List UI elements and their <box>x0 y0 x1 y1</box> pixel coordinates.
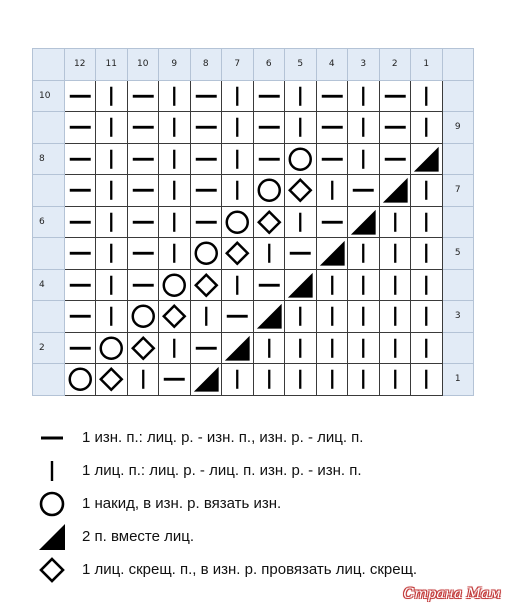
knit-symbol <box>96 175 127 206</box>
chart-cell <box>128 364 160 396</box>
legend-text: 1 лиц. скрещ. п., в изн. р. провязать лиц. скрещ. <box>82 561 418 578</box>
column-number: 2 <box>380 49 412 81</box>
purl-symbol <box>65 333 96 364</box>
legend-item <box>36 520 506 553</box>
purl-symbol <box>65 81 96 112</box>
knit-symbol <box>222 270 253 301</box>
chart-cell <box>348 333 380 365</box>
chart-cell <box>65 238 97 270</box>
purl-symbol <box>317 144 348 175</box>
chart-cell <box>285 301 317 333</box>
row-number-right <box>443 81 475 113</box>
knit-symbol <box>159 207 190 238</box>
chart-cell <box>191 81 223 113</box>
chart-cell <box>191 364 223 396</box>
chart-cell <box>254 333 286 365</box>
row-number-right: 5 <box>443 238 475 270</box>
knit-symbol <box>128 364 159 395</box>
knit-symbol <box>348 112 379 143</box>
knit-symbol <box>285 364 316 395</box>
row-number-left <box>33 301 65 333</box>
chart-cell <box>317 301 349 333</box>
purl-symbol <box>191 333 222 364</box>
row-number-left <box>33 364 65 396</box>
purl-symbol <box>191 144 222 175</box>
knit-symbol <box>254 364 285 395</box>
chart-cell <box>317 270 349 302</box>
knit-symbol <box>411 301 442 332</box>
purl-symbol <box>254 81 285 112</box>
chart-cell <box>411 333 443 365</box>
row-number-left <box>33 112 65 144</box>
chart-cell <box>285 207 317 239</box>
chart-cell <box>380 270 412 302</box>
chart-cell <box>380 301 412 333</box>
knit-symbol <box>222 112 253 143</box>
knit-symbol <box>348 81 379 112</box>
knit-symbol <box>159 175 190 206</box>
chart-cell <box>285 238 317 270</box>
purl-symbol <box>65 301 96 332</box>
chart-cell <box>65 112 97 144</box>
triangle-icon <box>36 521 68 553</box>
row-number-right: 1 <box>443 364 475 396</box>
knit-symbol <box>411 364 442 395</box>
chart-cell <box>128 333 160 365</box>
chart-cell <box>348 270 380 302</box>
purl-symbol <box>380 81 411 112</box>
chart-cell <box>96 144 128 176</box>
chart-cell <box>254 207 286 239</box>
legend-text: 1 лиц. п.: лиц. р. - лиц. п. изн. р. - изн. п. <box>82 462 362 479</box>
chart-cell <box>317 112 349 144</box>
legend-text: 1 изн. п.: лиц. р. - изн. п., изн. р. - лиц. п. <box>82 429 364 446</box>
chart-cell <box>191 175 223 207</box>
chart-cell <box>317 238 349 270</box>
knit-symbol <box>348 301 379 332</box>
column-number: 12 <box>65 49 97 81</box>
column-number: 3 <box>348 49 380 81</box>
column-number: 5 <box>285 49 317 81</box>
purl-symbol <box>285 238 316 269</box>
chart-cell <box>348 144 380 176</box>
purl-symbol <box>317 112 348 143</box>
chart-cell <box>380 175 412 207</box>
yarn-over-symbol <box>65 364 96 395</box>
purl-symbol <box>380 144 411 175</box>
chart-cell <box>254 81 286 113</box>
twisted-knit-symbol <box>285 175 316 206</box>
chart-cell <box>128 81 160 113</box>
chart-cell <box>254 364 286 396</box>
chart-cell <box>285 112 317 144</box>
knit-symbol <box>380 301 411 332</box>
knit-symbol <box>222 144 253 175</box>
column-number: 7 <box>222 49 254 81</box>
chart-cell <box>65 207 97 239</box>
legend-text: 1 накид, в изн. р. вязать изн. <box>82 495 282 512</box>
knit-symbol <box>254 333 285 364</box>
row-number-left: 4 <box>33 270 65 302</box>
column-number: 10 <box>128 49 160 81</box>
chart-cell <box>285 333 317 365</box>
chart-cell <box>348 112 380 144</box>
chart-cell <box>222 207 254 239</box>
legend-item <box>36 421 506 454</box>
purl-symbol <box>191 112 222 143</box>
chart-cell <box>222 270 254 302</box>
chart-cell <box>317 333 349 365</box>
chart-cell <box>159 301 191 333</box>
row-number-left: 10 <box>33 81 65 113</box>
chart-cell <box>317 175 349 207</box>
chart-cell <box>222 333 254 365</box>
chart-cell <box>348 207 380 239</box>
chart-cell <box>159 238 191 270</box>
purl-symbol <box>191 81 222 112</box>
column-number: 6 <box>254 49 286 81</box>
chart-cell <box>159 364 191 396</box>
chart-cell <box>159 175 191 207</box>
knit-symbol <box>380 270 411 301</box>
chart-cell <box>380 144 412 176</box>
knit-symbol <box>159 238 190 269</box>
chart-cell <box>96 301 128 333</box>
column-number: 9 <box>159 49 191 81</box>
chart-cell <box>411 81 443 113</box>
purl-symbol <box>254 112 285 143</box>
purl-symbol <box>159 364 190 395</box>
knit-symbol <box>411 333 442 364</box>
twisted-knit-symbol <box>128 333 159 364</box>
purl-symbol <box>191 207 222 238</box>
knit-symbol <box>96 112 127 143</box>
chart-cell <box>96 207 128 239</box>
purl-symbol <box>65 270 96 301</box>
chart-cell <box>96 238 128 270</box>
purl-symbol <box>317 207 348 238</box>
circle-icon <box>36 488 68 520</box>
row-number-left <box>33 238 65 270</box>
chart-cell <box>380 207 412 239</box>
chart-cell <box>191 207 223 239</box>
purl-symbol <box>254 270 285 301</box>
purl-symbol <box>65 144 96 175</box>
purl-symbol <box>128 81 159 112</box>
purl-symbol <box>65 112 96 143</box>
chart-cell <box>285 364 317 396</box>
chart-cell <box>159 207 191 239</box>
k2tog-symbol <box>285 270 316 301</box>
chart-cell <box>254 238 286 270</box>
chart-cell <box>159 144 191 176</box>
chart-cell <box>65 81 97 113</box>
purl-symbol <box>65 238 96 269</box>
knit-symbol <box>191 301 222 332</box>
chart-cell <box>191 238 223 270</box>
chart-cell <box>285 81 317 113</box>
knit-symbol <box>254 238 285 269</box>
knit-symbol <box>159 112 190 143</box>
column-number: 1 <box>411 49 443 81</box>
chart-cell <box>128 270 160 302</box>
chart-cell <box>411 112 443 144</box>
corner-cell <box>33 49 65 81</box>
knit-symbol <box>96 301 127 332</box>
knit-symbol <box>380 364 411 395</box>
chart-cell <box>411 207 443 239</box>
legend-item <box>36 553 506 586</box>
k2tog-symbol <box>254 301 285 332</box>
twisted-knit-symbol <box>222 238 253 269</box>
purl-symbol <box>128 112 159 143</box>
knit-symbol <box>317 364 348 395</box>
knit-symbol <box>317 175 348 206</box>
purl-symbol <box>65 175 96 206</box>
knit-symbol <box>222 175 253 206</box>
yarn-over-symbol <box>285 144 316 175</box>
chart-cell <box>96 81 128 113</box>
knit-symbol <box>317 270 348 301</box>
purl-symbol <box>65 207 96 238</box>
row-number-right <box>443 144 475 176</box>
legend <box>36 421 506 586</box>
knit-symbol <box>96 270 127 301</box>
chart-cell <box>128 175 160 207</box>
chart-cell <box>348 301 380 333</box>
chart-cell <box>317 364 349 396</box>
purl-symbol <box>222 301 253 332</box>
row-number-left: 6 <box>33 207 65 239</box>
yarn-over-symbol <box>191 238 222 269</box>
twisted-knit-symbol <box>96 364 127 395</box>
row-number-right: 3 <box>443 301 475 333</box>
chart-cell <box>191 112 223 144</box>
row-number-right <box>443 333 475 365</box>
knit-symbol <box>411 270 442 301</box>
legend-item <box>36 487 506 520</box>
knit-symbol <box>285 207 316 238</box>
chart-cell <box>222 112 254 144</box>
chart-cell <box>222 81 254 113</box>
purl-symbol <box>348 175 379 206</box>
k2tog-symbol <box>317 238 348 269</box>
purl-symbol <box>380 112 411 143</box>
yarn-over-symbol <box>96 333 127 364</box>
chart-cell <box>128 207 160 239</box>
knit-symbol <box>222 81 253 112</box>
knit-symbol <box>285 81 316 112</box>
knit-symbol <box>411 175 442 206</box>
chart-cell <box>411 270 443 302</box>
chart-cell <box>65 333 97 365</box>
corner-cell <box>443 49 475 81</box>
row-number-left <box>33 175 65 207</box>
chart-cell <box>191 144 223 176</box>
chart-cell <box>317 81 349 113</box>
chart-cell <box>222 238 254 270</box>
legend-item <box>36 454 506 487</box>
row-number-left: 2 <box>33 333 65 365</box>
knit-symbol <box>222 364 253 395</box>
row-number-left: 8 <box>33 144 65 176</box>
knit-symbol <box>411 238 442 269</box>
twisted-knit-symbol <box>254 207 285 238</box>
knit-symbol <box>380 238 411 269</box>
chart-cell <box>128 238 160 270</box>
chart-cell <box>348 364 380 396</box>
chart-cell <box>317 144 349 176</box>
yarn-over-symbol <box>222 207 253 238</box>
knit-symbol <box>96 81 127 112</box>
knit-symbol <box>317 301 348 332</box>
chart-cell <box>411 301 443 333</box>
vertical-bar-icon <box>36 455 68 487</box>
column-number: 11 <box>96 49 128 81</box>
chart-cell <box>380 238 412 270</box>
knit-symbol <box>411 81 442 112</box>
horizontal-dash-icon <box>36 422 68 454</box>
knitting-chart <box>32 48 474 396</box>
chart-cell <box>191 333 223 365</box>
chart-cell <box>380 333 412 365</box>
legend-text: 2 п. вместе лиц. <box>82 528 195 545</box>
k2tog-symbol <box>348 207 379 238</box>
purl-symbol <box>128 238 159 269</box>
chart-cell <box>191 301 223 333</box>
column-number: 4 <box>317 49 349 81</box>
chart-cell <box>96 333 128 365</box>
chart-cell <box>222 175 254 207</box>
column-number: 8 <box>191 49 223 81</box>
purl-symbol <box>128 207 159 238</box>
chart-cell <box>222 364 254 396</box>
k2tog-symbol <box>411 144 442 175</box>
yarn-over-symbol <box>254 175 285 206</box>
knit-symbol <box>348 238 379 269</box>
knit-symbol <box>348 270 379 301</box>
yarn-over-symbol <box>159 270 190 301</box>
chart-cell <box>348 238 380 270</box>
twisted-knit-symbol <box>159 301 190 332</box>
purl-symbol <box>128 175 159 206</box>
row-number-right <box>443 270 475 302</box>
twisted-knit-symbol <box>191 270 222 301</box>
chart-cell <box>65 364 97 396</box>
knit-symbol <box>285 333 316 364</box>
chart-cell <box>254 112 286 144</box>
chart-cell <box>191 270 223 302</box>
chart-cell <box>285 270 317 302</box>
row-number-right: 7 <box>443 175 475 207</box>
knit-symbol <box>96 238 127 269</box>
yarn-over-symbol <box>128 301 159 332</box>
chart-cell <box>254 175 286 207</box>
chart-cell <box>254 270 286 302</box>
knit-symbol <box>285 301 316 332</box>
chart-cell <box>411 175 443 207</box>
chart-cell <box>380 112 412 144</box>
k2tog-symbol <box>380 175 411 206</box>
knit-symbol <box>380 207 411 238</box>
chart-cell <box>348 175 380 207</box>
k2tog-symbol <box>191 364 222 395</box>
knit-symbol <box>159 333 190 364</box>
chart-cell <box>159 81 191 113</box>
chart-cell <box>222 144 254 176</box>
chart-cell <box>380 364 412 396</box>
chart-cell <box>380 81 412 113</box>
purl-symbol <box>317 81 348 112</box>
knit-symbol <box>411 112 442 143</box>
knit-symbol <box>96 207 127 238</box>
chart-cell <box>348 81 380 113</box>
chart-cell <box>128 144 160 176</box>
purl-symbol <box>128 144 159 175</box>
row-number-right <box>443 207 475 239</box>
watermark: Страна Мам <box>403 586 501 602</box>
chart-cell <box>222 301 254 333</box>
chart-cell <box>65 144 97 176</box>
chart-cell <box>254 301 286 333</box>
purl-symbol <box>254 144 285 175</box>
chart-cell <box>128 301 160 333</box>
chart-cell <box>317 207 349 239</box>
knit-symbol <box>159 144 190 175</box>
chart-cell <box>285 144 317 176</box>
knit-symbol <box>96 144 127 175</box>
diamond-icon <box>36 554 68 586</box>
purl-symbol <box>191 175 222 206</box>
chart-cell <box>96 270 128 302</box>
chart-cell <box>65 175 97 207</box>
knit-symbol <box>348 364 379 395</box>
chart-cell <box>285 175 317 207</box>
chart-cell <box>159 112 191 144</box>
knit-symbol <box>348 333 379 364</box>
purl-symbol <box>128 270 159 301</box>
chart-cell <box>65 270 97 302</box>
chart-cell <box>96 112 128 144</box>
knit-symbol <box>411 207 442 238</box>
knit-symbol <box>348 144 379 175</box>
chart-cell <box>96 364 128 396</box>
row-number-right: 9 <box>443 112 475 144</box>
chart-cell <box>96 175 128 207</box>
knit-symbol <box>317 333 348 364</box>
chart-cell <box>411 144 443 176</box>
chart-cell <box>159 270 191 302</box>
chart-cell <box>254 144 286 176</box>
knit-symbol <box>285 112 316 143</box>
chart-cell <box>128 112 160 144</box>
chart-cell <box>65 301 97 333</box>
k2tog-symbol <box>222 333 253 364</box>
chart-cell <box>159 333 191 365</box>
chart-cell <box>411 238 443 270</box>
chart-cell <box>411 364 443 396</box>
knit-symbol <box>380 333 411 364</box>
knit-symbol <box>159 81 190 112</box>
